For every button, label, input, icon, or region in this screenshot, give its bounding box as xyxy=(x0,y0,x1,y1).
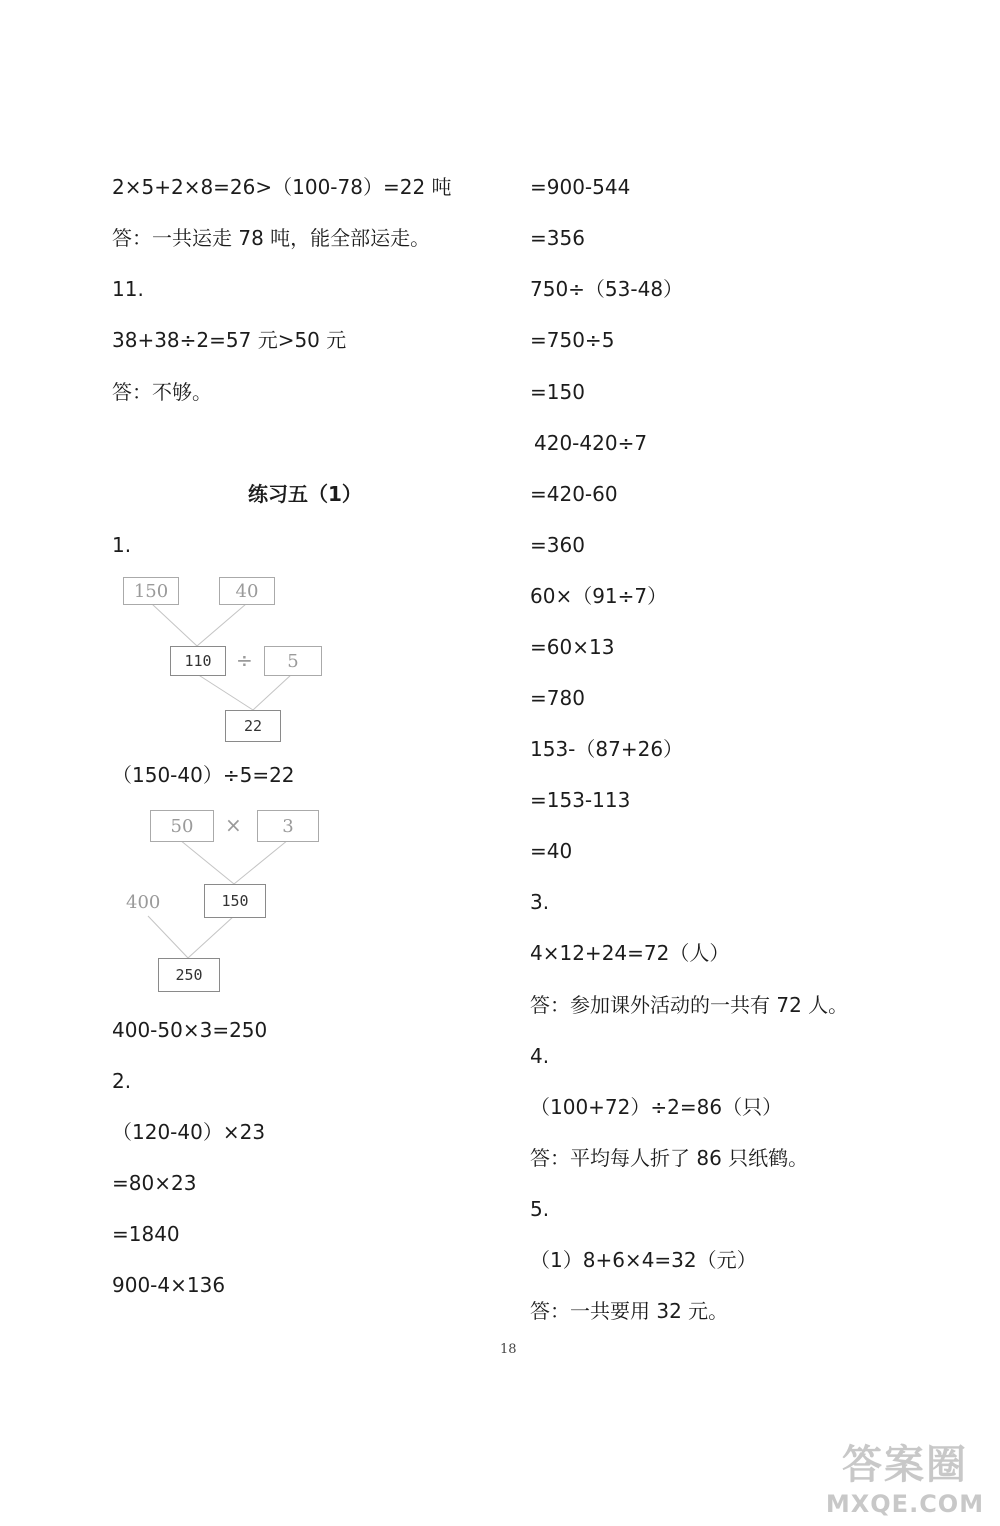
diagram-box-mid-left: 110 xyxy=(170,646,226,676)
equation: （1）8+6×4=32（元） xyxy=(530,1248,757,1272)
question-number: 3. xyxy=(530,890,550,914)
calc-line: =780 xyxy=(530,686,585,710)
answer-line: 2×5+2×8=26>（100-78）=22 吨 xyxy=(112,175,452,199)
calc-line: 420-420÷7 xyxy=(534,431,648,455)
watermark-bottom: MXQE.COM xyxy=(825,1490,985,1518)
answer-line: 答：平均每人折了 86 只纸鹤。 xyxy=(530,1146,809,1170)
calc-line: 900-4×136 xyxy=(112,1273,226,1297)
diagram-box-top-left: 150 xyxy=(123,577,179,605)
calc-line: =60×13 xyxy=(530,635,615,659)
diagram-box-top-right: 3 xyxy=(257,810,319,842)
equation: 4×12+24=72（人） xyxy=(530,941,730,965)
question-number: 2. xyxy=(112,1069,132,1093)
equation: （100+72）÷2=86（只） xyxy=(530,1095,783,1119)
calc-line: 60×（91÷7） xyxy=(530,584,668,608)
calc-line: =900-544 xyxy=(530,175,631,199)
equation: （150-40）÷5=22 xyxy=(112,763,295,787)
answer-line: 38+38÷2=57 元>50 元 xyxy=(112,328,347,352)
calc-line: =1840 xyxy=(112,1222,180,1246)
page-number: 18 xyxy=(500,1342,517,1357)
calc-line: =356 xyxy=(530,226,585,250)
calc-line: =750÷5 xyxy=(530,328,615,352)
equation: 400-50×3=250 xyxy=(112,1018,268,1042)
calc-line: =420-60 xyxy=(530,482,618,506)
answer-line: 答：一共要用 32 元。 xyxy=(530,1299,729,1323)
diagram-box-mid-right: 150 xyxy=(204,884,266,918)
diagram-box-mid-right: 5 xyxy=(264,646,322,676)
diagram-number-mid-left: 400 xyxy=(126,892,161,913)
calc-line: （120-40）×23 xyxy=(112,1120,266,1144)
diagram-box-top-left: 50 xyxy=(150,810,214,842)
watermark-logo xyxy=(820,1433,990,1518)
watermark-top: 答案圈 xyxy=(842,1442,968,1488)
diagram-box-result: 22 xyxy=(225,710,281,742)
calc-line: =150 xyxy=(530,380,585,404)
calc-line: =40 xyxy=(530,839,573,863)
calc-line: 153-（87+26） xyxy=(530,737,684,761)
calc-line: =80×23 xyxy=(112,1171,197,1195)
question-number: 5. xyxy=(530,1197,550,1221)
calc-line: 750÷（53-48） xyxy=(530,277,684,301)
answer-line: 答：参加课外活动的一共有 72 人。 xyxy=(530,993,849,1017)
diagram-box-result: 250 xyxy=(158,958,220,992)
calc-line: =153-113 xyxy=(530,788,631,812)
question-number: 11. xyxy=(112,277,144,301)
operator-multiply: × xyxy=(225,813,242,837)
answer-line: 答：不够。 xyxy=(112,380,212,404)
diagram-box-top-right: 40 xyxy=(219,577,275,605)
question-number: 4. xyxy=(530,1044,550,1068)
question-number: 1. xyxy=(112,533,132,557)
answer-line: 答：一共运走 78 吨，能全部运走。 xyxy=(112,226,431,250)
operator-divide: ÷ xyxy=(236,648,253,672)
section-title: 练习五（1） xyxy=(248,482,362,506)
calc-line: =360 xyxy=(530,533,585,557)
